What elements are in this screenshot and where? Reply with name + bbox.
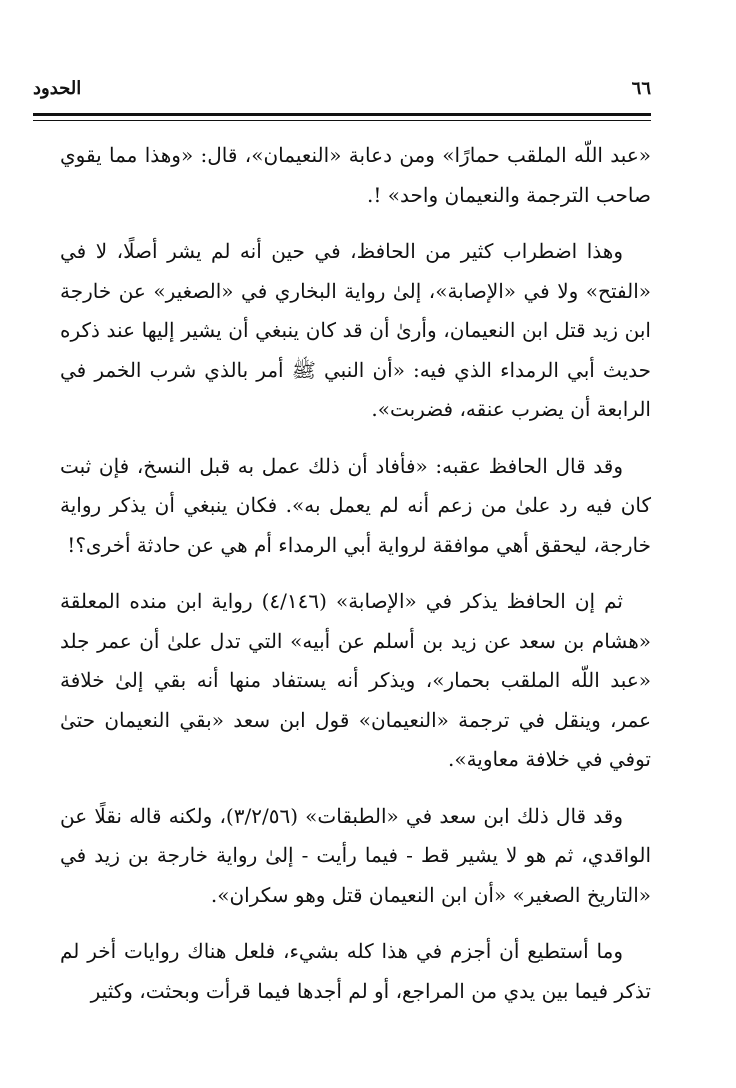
paragraph-2: وهذا اضطراب كثير من الحافظ، في حين أنه لم يشر أصلًا، لا في «الفتح» ولا في «الإصابة»، إلىٰ رواية البخاري في «الصغير» عن خارجة ابن زيد قتل ابن النعيمان، وأرىٰ أن قد كان ينبغي أن يشير إليها عند ذكره حديث أبي الرمداء الذي فيه: «أن النبي ﷺ أمر بالذي شرب الخمر في الرابعة أن يضرب عنقه، فضربت». xyxy=(60,239,651,421)
paragraph-1: «عبد اللّه الملقب حمارًا» ومن دعابة «النعيمان»، قال: «وهذا مما يقوي صاحب الترجمة والنعيمان واحد» !. xyxy=(60,143,651,207)
paragraph-4: ثم إن الحافظ يذكر في «الإصابة» (٤/١٤٦) رواية ابن منده المعلقة «هشام بن سعد عن زيد بن أسلم عن أبيه» التي تدل علىٰ أن عمر جلد «عبد اللّه الملقب بحمار»، ويذكر أنه يستفاد منها أنه بقي إلىٰ خلافة عمر، وينقل في ترجمة «النعيمان» قول ابن سعد «بقي النعيمان حتىٰ توفي في خلافة معاوية». xyxy=(60,589,651,771)
paragraph-6: وما أستطيع أن أجزم في هذا كله بشيء، فلعل هناك روايات أخر لم تذكر فيما بين يدي من المراجع، أو لم أجدها فيما قرأت وبحثت، وكثير xyxy=(60,939,651,1003)
running-title: الحدود xyxy=(33,78,82,99)
page-header xyxy=(33,76,651,102)
header-rule-thick xyxy=(33,113,651,116)
header-rule-thin xyxy=(33,120,651,121)
paragraph-5: وقد قال ذلك ابن سعد في «الطبقات» (٣/٢/٥٦)، ولكنه قاله نقلًا عن الواقدي، ثم هو لا يشير قط - فيما رأيت - إلىٰ رواية خارجة بن زيد في «التاريخ الصغير» «أن ابن النعيمان قتل وهو سكران». xyxy=(60,803,651,907)
page-number: ٦٦ xyxy=(631,78,651,99)
body-text xyxy=(60,136,651,1028)
paragraph-3: وقد قال الحافظ عقبه: «فأفاد أن ذلك عمل به قبل النسخ، فإن ثبت كان فيه رد علىٰ من زعم أنه لم يعمل به». فكان ينبغي أن يذكر رواية خارجة، ليحقق أهي موافقة لرواية أبي الرمداء أم هي عن حادثة أخرى؟! xyxy=(60,453,651,557)
